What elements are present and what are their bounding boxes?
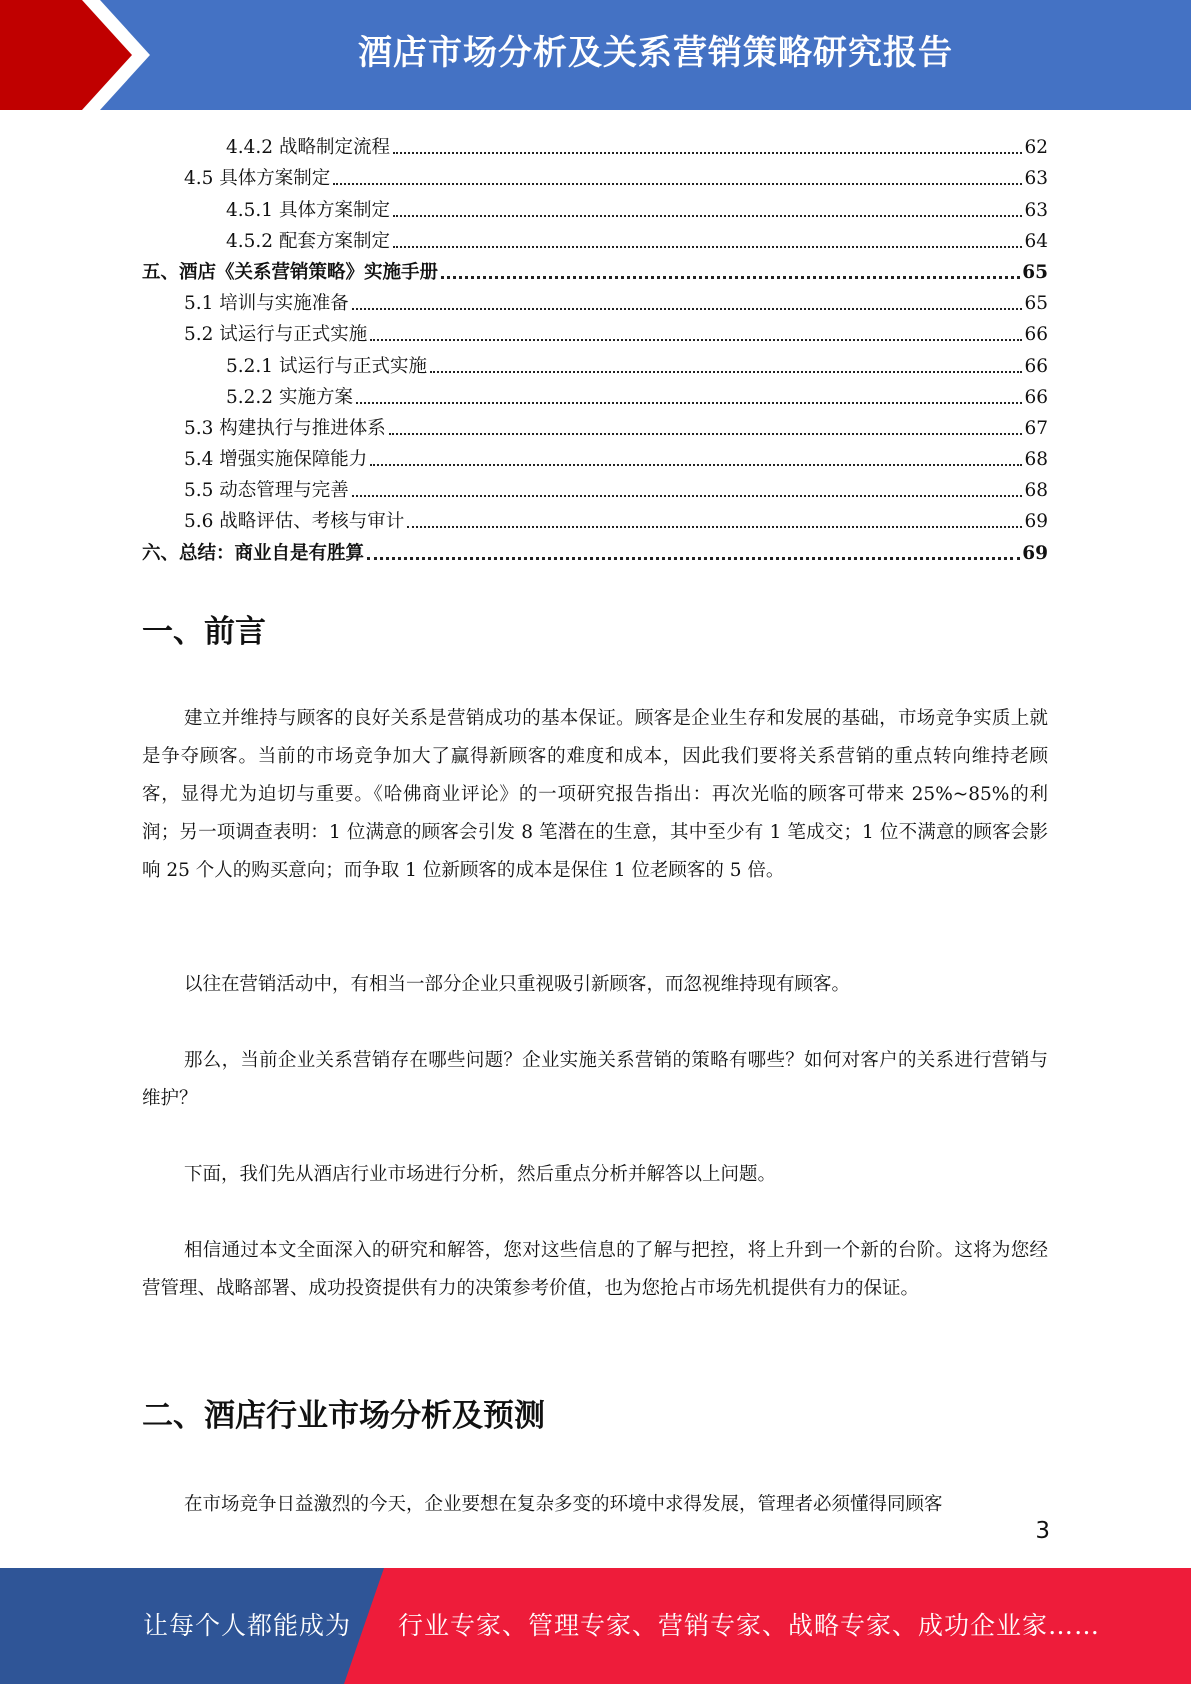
toc-entry[interactable] xyxy=(142,502,1048,533)
toc-leader-dots xyxy=(367,557,1020,560)
body-paragraph: 那么，当前企业关系营销存在哪些问题？企业实施关系营销的策略有哪些？如何对客户的关系进行营销与维护？ xyxy=(142,1050,1048,1109)
toc-entry-page: 63 xyxy=(1024,168,1048,190)
body-paragraph: 建立并维持与顾客的良好关系是营销成功的基本保证。顾客是企业生存和发展的基础，市场竞争实质上就是争夺顾客。当前的市场竞争加大了赢得新顾客的难度和成本，因此我们要将关系营销的重点转向维持老顾客，显得尤为迫切与重要。《哈佛商业评论》的一项研究报告指出：再次光临的顾客可带来 25%~85%的利润；另一项调查表明：1 位满意的顾客会引发 8 笔潜在的生意，其中至少有 1 笔成交；1 位不满意的顾客会影响 25 个人的购买意向；而争取 1 位新顾客的成本是保住 1 位老顾客的 5 倍。 xyxy=(142,708,1048,881)
toc-leader-dots xyxy=(393,152,1022,154)
section-heading-preface: 一、前言 xyxy=(142,614,266,650)
toc-entry[interactable] xyxy=(142,190,1048,221)
page-number: 3 xyxy=(1035,1518,1050,1544)
body-paragraph: 下面，我们先从酒店行业市场进行分析，然后重点分析并解答以上问题。 xyxy=(184,1164,777,1185)
toc-entry[interactable] xyxy=(142,128,1048,159)
toc-entry-page: 62 xyxy=(1024,137,1048,159)
toc-leader-dots xyxy=(441,276,1020,279)
toc-leader-dots xyxy=(352,495,1023,497)
toc-entry-label: 五、酒店《关系营销策略》实施手册 xyxy=(142,261,439,283)
section-heading-market: 二、酒店行业市场分析及预测 xyxy=(142,1398,545,1434)
toc-entry-page: 65 xyxy=(1024,293,1048,315)
toc-entry-page: 63 xyxy=(1024,199,1048,221)
toc-entry[interactable] xyxy=(142,159,1048,190)
table-of-contents xyxy=(142,128,1048,565)
toc-entry-page: 69 xyxy=(1024,511,1048,533)
toc-entry-label: 5.4 增强实施保障能力 xyxy=(184,449,368,471)
toc-leader-dots xyxy=(352,308,1023,310)
toc-entry-page: 65 xyxy=(1022,261,1048,283)
toc-leader-dots xyxy=(393,215,1022,217)
toc-entry-page: 66 xyxy=(1024,324,1048,346)
footer-slogan-left: 让每个人都能成为 xyxy=(143,1611,352,1640)
toc-leader-dots xyxy=(430,371,1022,373)
toc-entry-label: 六、总结：商业自是有胜算 xyxy=(142,542,365,564)
toc-entry[interactable] xyxy=(142,409,1048,440)
toc-entry-label: 5.2 试运行与正式实施 xyxy=(184,324,368,346)
toc-entry[interactable] xyxy=(142,346,1048,377)
toc-leader-dots xyxy=(407,526,1022,528)
toc-entry-label: 5.6 战略评估、考核与审计 xyxy=(184,511,405,533)
toc-entry[interactable] xyxy=(142,284,1048,315)
toc-entry-page: 69 xyxy=(1022,542,1048,564)
body-paragraph: 在市场竞争日益激烈的今天，企业要想在复杂多变的环境中求得发展，管理者必须懂得同顾客 xyxy=(184,1494,943,1515)
toc-leader-dots xyxy=(389,433,1023,435)
toc-entry-page: 67 xyxy=(1024,417,1048,439)
page-footer xyxy=(0,1568,1191,1684)
red-arrow-decoration xyxy=(0,0,160,110)
toc-leader-dots xyxy=(370,464,1022,466)
toc-entry[interactable] xyxy=(142,222,1048,253)
toc-entry-label: 4.5.1 具体方案制定 xyxy=(226,199,390,221)
toc-entry-page: 64 xyxy=(1024,230,1048,252)
toc-entry-label: 5.1 培训与实施准备 xyxy=(184,293,349,315)
toc-entry[interactable] xyxy=(142,533,1048,564)
toc-entry-label: 5.2.2 实施方案 xyxy=(226,386,353,408)
toc-entry-label: 4.4.2 战略制定流程 xyxy=(226,137,390,159)
body-paragraph: 以往在营销活动中，有相当一部分企业只重视吸引新顾客，而忽视维持现有顾客。 xyxy=(184,974,851,995)
toc-entry-page: 66 xyxy=(1024,355,1048,377)
toc-entry[interactable] xyxy=(142,440,1048,471)
toc-entry-page: 68 xyxy=(1024,449,1048,471)
toc-entry-label: 5.3 构建执行与推进体系 xyxy=(184,417,386,439)
toc-entry[interactable] xyxy=(142,471,1048,502)
toc-entry-label: 4.5 具体方案制定 xyxy=(184,168,331,190)
toc-entry-label: 5.5 动态管理与完善 xyxy=(184,480,349,502)
toc-entry[interactable] xyxy=(142,253,1048,284)
toc-leader-dots xyxy=(356,402,1023,404)
toc-leader-dots xyxy=(393,246,1022,248)
page-header xyxy=(0,0,1191,110)
toc-entry[interactable] xyxy=(142,378,1048,409)
toc-entry-label: 5.2.1 试运行与正式实施 xyxy=(226,355,427,377)
body-paragraph: 相信通过本文全面深入的研究和解答，您对这些信息的了解与把控，将上升到一个新的台阶。这将为您经营管理、战略部署、成功投资提供有力的决策参考价值，也为您抢占市场先机提供有力的保证。 xyxy=(142,1240,1048,1299)
toc-entry[interactable] xyxy=(142,315,1048,346)
report-title: 酒店市场分析及关系营销策略研究报告 xyxy=(358,33,953,73)
toc-entry-page: 66 xyxy=(1024,386,1048,408)
toc-leader-dots xyxy=(370,339,1022,341)
toc-entry-page: 68 xyxy=(1024,480,1048,502)
toc-leader-dots xyxy=(333,183,1022,185)
footer-slogan-right: 行业专家、管理专家、营销专家、战略专家、成功企业家…… xyxy=(398,1611,1101,1640)
toc-entry-label: 4.5.2 配套方案制定 xyxy=(226,230,390,252)
